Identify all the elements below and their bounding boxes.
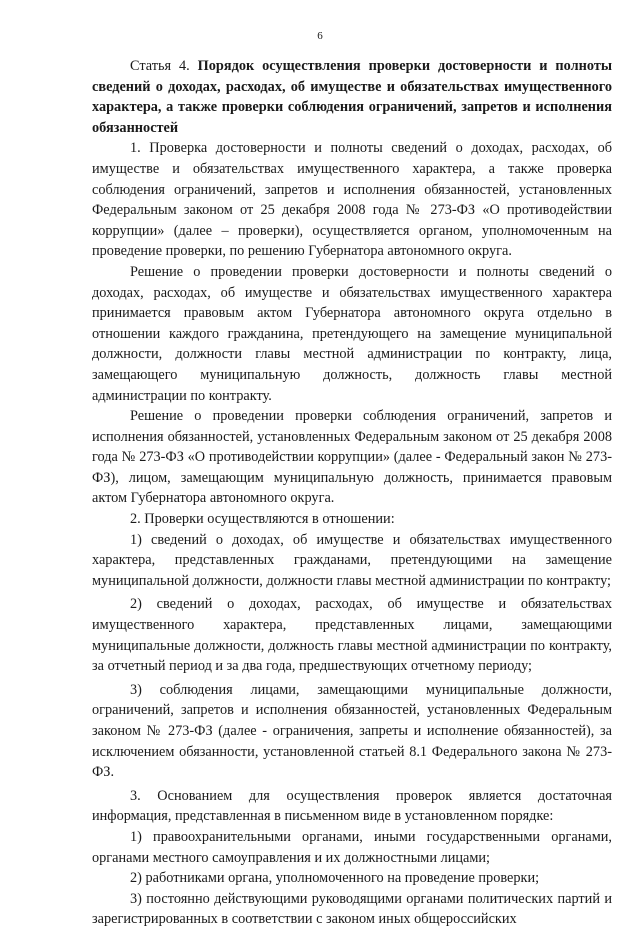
list-item: 2) работниками органа, уполномоченного на проведение проверки; bbox=[130, 870, 540, 887]
list-item: 1) правоохранительными органами, иными государственными органами, органами местного самоуправления и их должностными лицами; bbox=[92, 828, 612, 866]
article-title: Порядок осуществления проверки достоверности и полноты сведений о доходах, расходах, об имуществе и обязательствах имущественного характера, а также проверки соблюдения ограничений, запретов и исполнения обязанностей bbox=[92, 58, 613, 136]
list-item: 3) соблюдения лицами, замещающими муниципальные должности, ограничений, запретов и исполнения обязанностей, установленных Федеральным законом № 273-ФЗ (далее - ограничения, запреты и исполнение обязанностей), за исключением обязанности, установленной статьей 8.1 Федерального закона № 273-ФЗ. bbox=[92, 681, 612, 781]
paragraph-5: 3. Основанием для осуществления проверок является достаточная информация, представленная в письменном виде в установленном порядке: bbox=[92, 787, 612, 825]
page-number: 6 bbox=[317, 30, 323, 42]
article-heading bbox=[92, 56, 612, 138]
list-item: 1) сведений о доходах, об имуществе и обязательствах имущественного характера, представленных гражданами, претендующими на замещение муниципальной должности, должности главы местной администрации по контракту; bbox=[92, 531, 612, 589]
article-label: Статья 4. bbox=[130, 58, 190, 74]
document-body bbox=[92, 56, 612, 930]
paragraph-1: 1. Проверка достоверности и полноты сведений о доходах, расходах, об имуществе и обязательствах имущественного характера, а также проверка соблюдения ограничений, запретов и исполнения обязанностей, установленных Федеральным законом от 25 декабря 2008 года № 273-ФЗ «О противодействии коррупции» (далее – проверки), осуществляется органом, уполномоченным на проведение проверки, по решению Губернатора автономного округа. bbox=[92, 140, 612, 260]
list-item: 3) постоянно действующими руководящими органами политических партий и зарегистрированных в соответствии с законом иных общероссийских bbox=[92, 890, 612, 928]
paragraph-3: Решение о проведении проверки соблюдения ограничений, запретов и исполнения обязанностей, установленных Федеральным законом от 25 декабря 2008 года № 273-ФЗ «О противодействии коррупции» (далее - Федеральный закон № 273-ФЗ), лицом, замещающим муниципальную должность, принимается правовым актом Губернатора автономного округа. bbox=[92, 408, 612, 507]
paragraph-4: 2. Проверки осуществляются в отношении: bbox=[130, 511, 395, 528]
paragraph-2: Решение о проведении проверки достоверности и полноты сведений о доходах, расходах, об имуществе и обязательствах имущественного характера принимается правовым актом Губернатора автономного округа отдельно в отношении каждого гражданина, претендующего на замещение муниципальной должности, должности главы местной администрации по контракту, лица, замещающего муниципальную должность, должность главы местной администрации по контракту. bbox=[92, 263, 612, 404]
list-item: 2) сведений о доходах, расходах, об имуществе и обязательствах имущественного характера, представленных лицами, замещающими муниципальные должности, должность главы местной администрации по контракту, за отчетный период и за два года, предшествующих отчетному периоду; bbox=[92, 596, 612, 675]
